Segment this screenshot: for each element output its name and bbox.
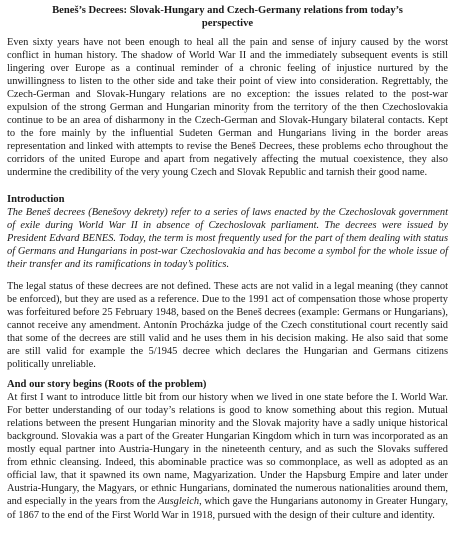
introduction-italic-paragraph: The Beneš decrees (Benešovy dekrety) refer to a series of laws enacted by the Czechoslovak government of exile during World War II in absence of Czechoslovak parliament. The decrees were issued by President Edvard BENES. Today, the term is most frequently used for the part of them dealing with status of Germans and Hungarians in post-war Czechoslovakia and has become a symbol for the whole issue of their transfer and its ramifications in today’s politics. <box>7 206 448 270</box>
legal-status-paragraph: The legal status of these decrees are not defined. These acts are not valid in a legal meaning (they cannot be enforced), but they are used as a reference. Due to the 1991 act of compensation those whose property was forfeitured before 25 February 1948, based on the Beneš decrees (example: Germans or Hungarians), cannot receive any amendment. Antonín Procházka judge of the Czech constitutional court recently said that some of the decrees are still valid and he uses them in his decision making. He also said that some are still valid for example the 5/1945 decree which declares the Hungarian and Germans citizens politically unreliable. <box>7 280 448 371</box>
story-text-after: , which gave the Hungarians autonomy in Greater Hungary, of 1867 to the end of the First World War in 1918, pursued with the design of their culture and identity. <box>7 496 448 521</box>
story-italic-term: Ausgleich <box>158 496 200 508</box>
document-title: Beneš’s Decrees: Slovak-Hungary and Czech-Germany relations from today’s perspective <box>52 5 403 29</box>
story-heading: And our story begins (Roots of the problem) <box>7 379 207 391</box>
story-text-before: At first I want to introduce little bit from our history when we lived in one state before the I. World War. For better understanding of our today’s relations is good to know something about this region. Mutual relations between the present Hungarian minority and the Slovak majority have a sadly unique historical background. Slovakia was a part of the Greater Hungarian Kingdom which in turn was incorporated as an mostly equal partner into Austria-Hungary in the nineteenth century, and as such the Slovaks suffered from ethnic cleansing. Indeed, this abominable practice was so commonplace, as well as adopted as an official law, that it spawned its own name, Magyarization. Under the Hapsburg Empire and later under Austria-Hungary, the Magyars, or ethnic Hungarians, dominated the numerous nationalities around them, and especially in the years from the <box>7 392 448 508</box>
story-paragraph <box>7 391 448 521</box>
introduction-heading: Introduction <box>7 193 65 205</box>
spacer <box>7 371 448 378</box>
spacer <box>7 180 448 193</box>
intro-paragraph: Even sixty years have not been enough to heal all the pain and sense of injury caused by the worst conflict in human history. The shadow of World War II and the immediately subsequent events is still lingering over Europe as a continual reminder of a chronic feeling of injustice nurtured by the unwillingness to listen to the other side and take their point of view into consideration. Regrettably, the Czech-German and Slovak-Hungary relations are no exception: the issues related to the post-war expulsion of the strong German and Hungarian minority from the territory of the then Czechoslovakia continue to be an area of disharmony in the Czech-German and Slovak-Hungary bilateral contacts. Kept to the fore mainly by the influential Sudeten German and Hungarians living in the border areas representation and linked with attempts to revise the Beneš Decrees, these problems echo throughout the corridors of the united Europe and apart from negatively affecting the mutual coexistence, they also undermine the credibility of the very young Czech and Slovak Republic and tarnish their good name. <box>7 37 448 179</box>
spacer <box>7 271 448 280</box>
